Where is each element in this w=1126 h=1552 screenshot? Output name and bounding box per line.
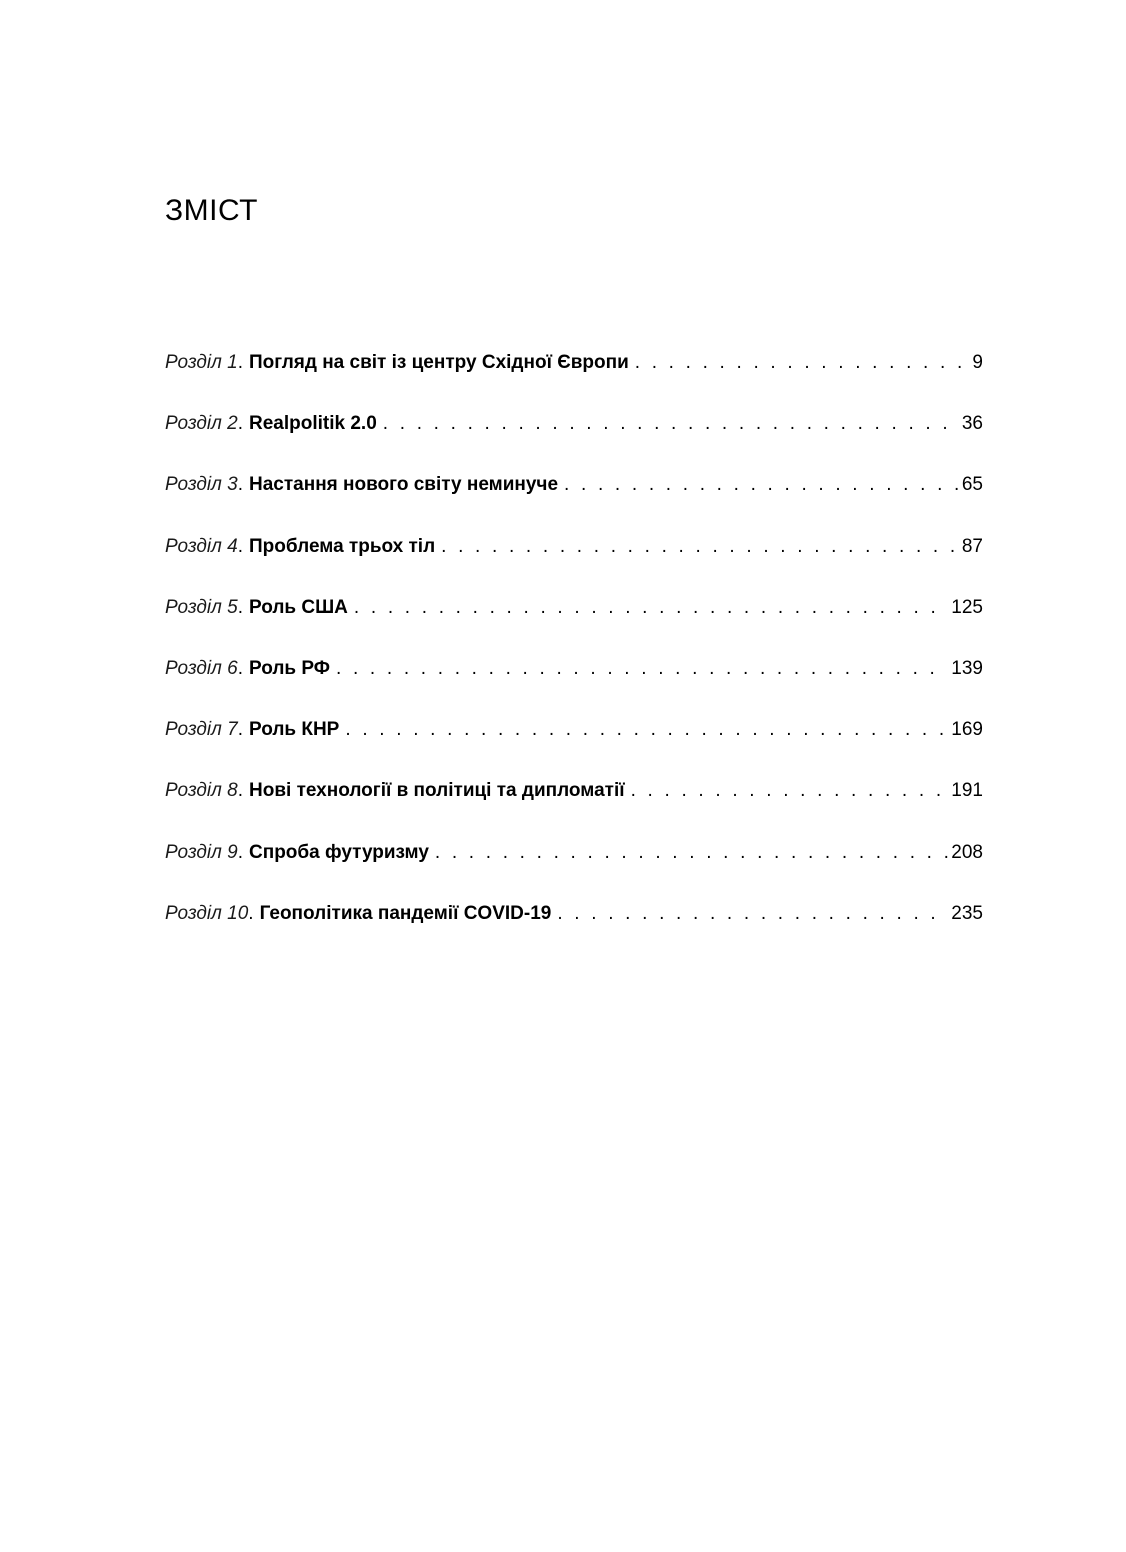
chapter-label: Розділ 5: [165, 596, 238, 618]
chapter-label: Розділ 2: [165, 413, 238, 435]
chapter-title: Геополітика пандемії COVID-19: [259, 902, 552, 924]
dot-leader: [557, 903, 948, 925]
chapter-title: Настання нового світу неминуче: [249, 474, 559, 496]
dot-leader: [564, 474, 959, 496]
page-title: ЗМІСТ: [165, 194, 258, 227]
chapter-label: Розділ 3: [165, 474, 238, 496]
dot-leader: [354, 597, 948, 619]
page-number: 36: [961, 413, 983, 435]
toc-entry-7[interactable]: Розділ 7 . Роль КНР . . . 169: [165, 719, 983, 780]
chapter-title: Роль КНР: [249, 719, 340, 741]
dot-leader: [635, 352, 970, 374]
chapter-title: Роль США: [249, 596, 348, 618]
chapter-title: Спроба футуризму: [249, 841, 429, 863]
page-number: 125: [951, 596, 983, 618]
page-number: 139: [951, 657, 983, 679]
dot-leader: [441, 536, 959, 558]
chapter-title: Проблема трьох тіл: [249, 535, 436, 557]
page-number: 65: [961, 474, 983, 496]
table-of-contents: [165, 352, 983, 964]
chapter-title: Погляд на світ із центру Східної Європи: [249, 352, 629, 373]
chapter-label: Розділ 10: [165, 902, 249, 924]
chapter-label: Розділ 9: [165, 841, 238, 863]
dot-leader: [336, 658, 948, 680]
page-number: 191: [951, 780, 983, 802]
toc-entry-6[interactable]: Розділ 6 . Роль РФ . . . 139: [165, 658, 983, 719]
toc-entry-10[interactable]: Розділ 10 . Геополітика пандемії COVID-19 . . . 235: [165, 903, 983, 964]
chapter-title: Роль РФ: [249, 657, 331, 679]
chapter-label: Розділ 6: [165, 657, 238, 679]
toc-entry-2[interactable]: Розділ 2 . Realpolitik 2.0 . . . 36: [165, 413, 983, 474]
page-number: 87: [961, 535, 983, 557]
toc-entry-8[interactable]: Розділ 8 . Нові технології в політиці та дипломатії . . . 191: [165, 780, 983, 841]
dot-leader: [631, 780, 949, 802]
page-number: 235: [951, 902, 983, 924]
dot-leader: [383, 413, 959, 435]
toc-entry-5[interactable]: Розділ 5 . Роль США . . . 125: [165, 597, 983, 658]
chapter-label: Розділ 1: [165, 352, 238, 373]
page-number: 208: [951, 841, 983, 863]
chapter-title: Нові технології в політиці та дипломатії: [249, 780, 625, 802]
chapter-title: Realpolitik 2.0: [249, 413, 377, 435]
chapter-label: Розділ 4: [165, 535, 238, 557]
toc-entry-1[interactable]: Розділ 1 . Погляд на світ із центру Східної Європи . . . 9: [165, 352, 983, 413]
dot-leader: [435, 842, 948, 864]
page-number: 169: [951, 719, 983, 741]
chapter-label: Розділ 7: [165, 719, 238, 741]
page-number: 9: [972, 352, 983, 373]
toc-entry-9[interactable]: Розділ 9 . Спроба футуризму . . . 208: [165, 842, 983, 903]
dot-leader: [345, 719, 948, 741]
toc-entry-4[interactable]: Розділ 4 . Проблема трьох тіл . . . 87: [165, 536, 983, 597]
chapter-label: Розділ 8: [165, 780, 238, 802]
toc-entry-3[interactable]: Розділ 3 . Настання нового світу неминуче . . . 65: [165, 474, 983, 535]
